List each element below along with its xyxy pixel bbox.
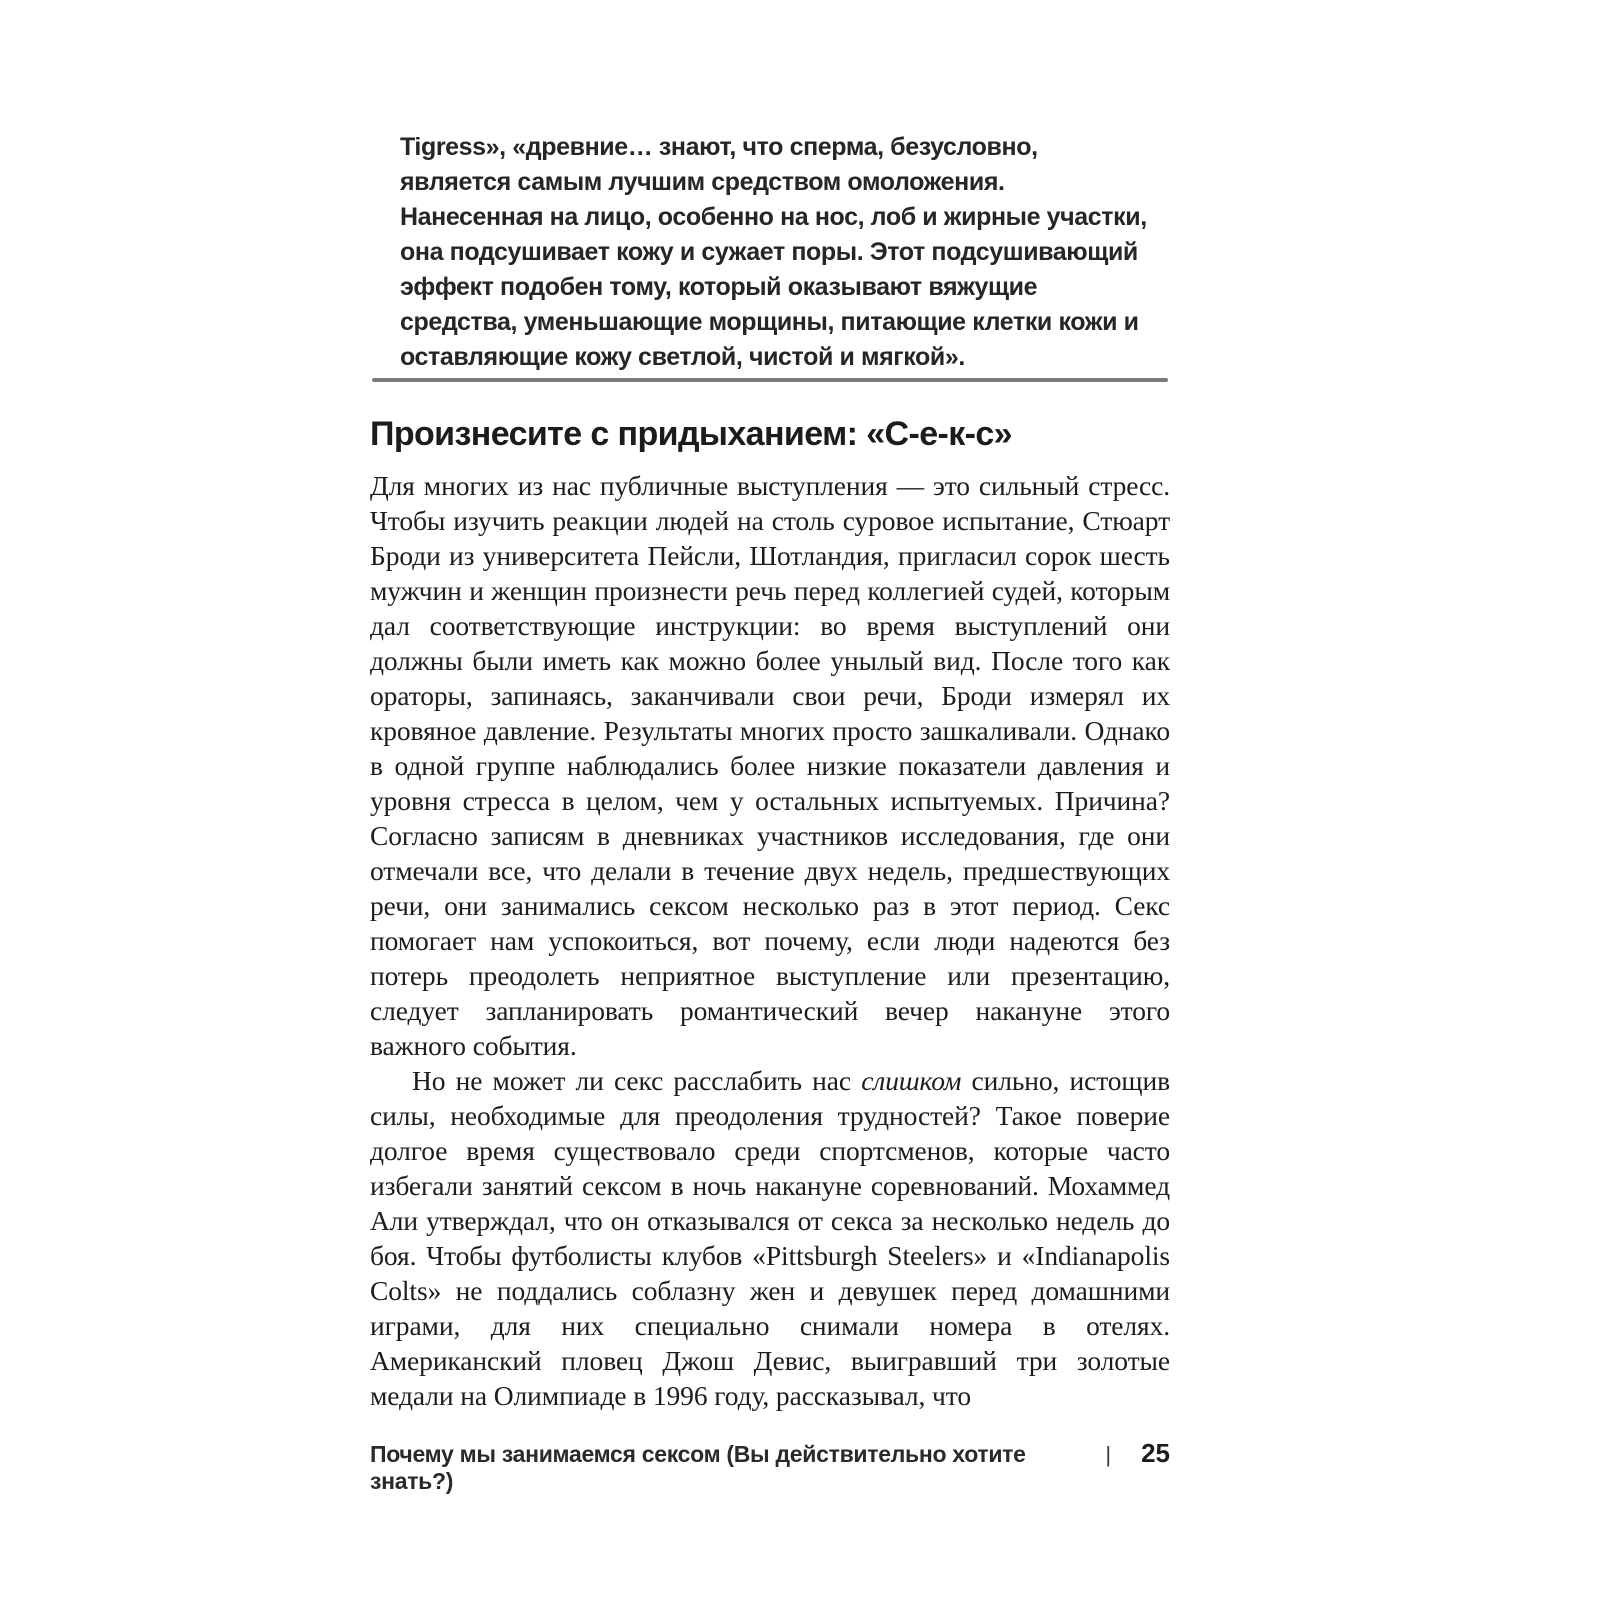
footer-separator: | [1105,1442,1112,1467]
section-heading: Произнесите с придыханием: «С-е-к-с» [370,415,1012,453]
running-title: Почему мы занимаемся сексом (Вы действительно хотите знать?) [370,1441,1026,1494]
page-number: 25 [1141,1438,1170,1468]
paragraph-1: Для многих из нас публичные выступления — это сильный стресс. Чтобы изучить реакции людей на столь суровое испытание, Стюарт Броди из университета Пейсли, Шотландия, пригласил сорок шесть мужчин и женщин произнести речь перед коллегией судей, которым дал соответствующие инструкции: во время выступлений они должны были иметь как можно более унылый вид. После того как ораторы, запинаясь, заканчивали свои речи, Броди измерял их кровяное давление. Результаты многих просто зашкаливали. Однако в одной группе наблюдались более низкие показатели давления и уровня стресса в целом, чем у остальных испытуемых. Причина? Согласно записям в дневниках участников исследования, где они отмечали все, что делали в течение двух недель, предшествующих речи, они занимались сексом несколько раз в этот период. Секс помогает нам успокоиться, вот почему, если люди надеются без потерь преодолеть неприятное выступление или презентацию, следует запланировать романтический вечер накануне этого важного события. [370,470,1170,1061]
paragraph-2 [370,1063,1170,1413]
epigraph-quote: Tigress», «древние… знают, что сперма, безусловно, является самым лучшим средством омоложения. Нанесенная на лицо, особенно на нос, лоб и жирные участки, она подсушивает кожу и сужает поры. Этот подсушивающий эффект подобен тому, который оказывают вяжущие средства, уменьшающие морщины, питающие клетки кожи и оставляющие кожу светлой, чистой и мягкой». [400,133,1147,371]
italic-word: слишком [861,1065,962,1096]
section-divider [372,378,1168,382]
page-footer [370,1438,1170,1495]
paragraph-2-after-italic: сильно, истощив силы, необходимые для преодоления трудностей? Такое поверие долгое время существовало среди спортсменов, которые часто избегали занятий сексом в ночь накануне соревнований. Мохаммед Али утверждал, что он отказывался от секса за несколько недель до боя. Чтобы футболисты клубов «Pittsburgh Steelers» и «Indianapolis Colts» не поддались соблазну жен и девушек перед домашними играми, для них специально снимали номера в отелях. Американский пловец Джош Девис, выигравший три золотые медали на Олимпиаде в 1996 году, рассказывал, что [370,1065,1170,1411]
body-text [370,468,1170,1413]
paragraph-2-before-italic: Но не может ли секс расслабить нас [412,1065,862,1096]
page [370,0,1170,1600]
